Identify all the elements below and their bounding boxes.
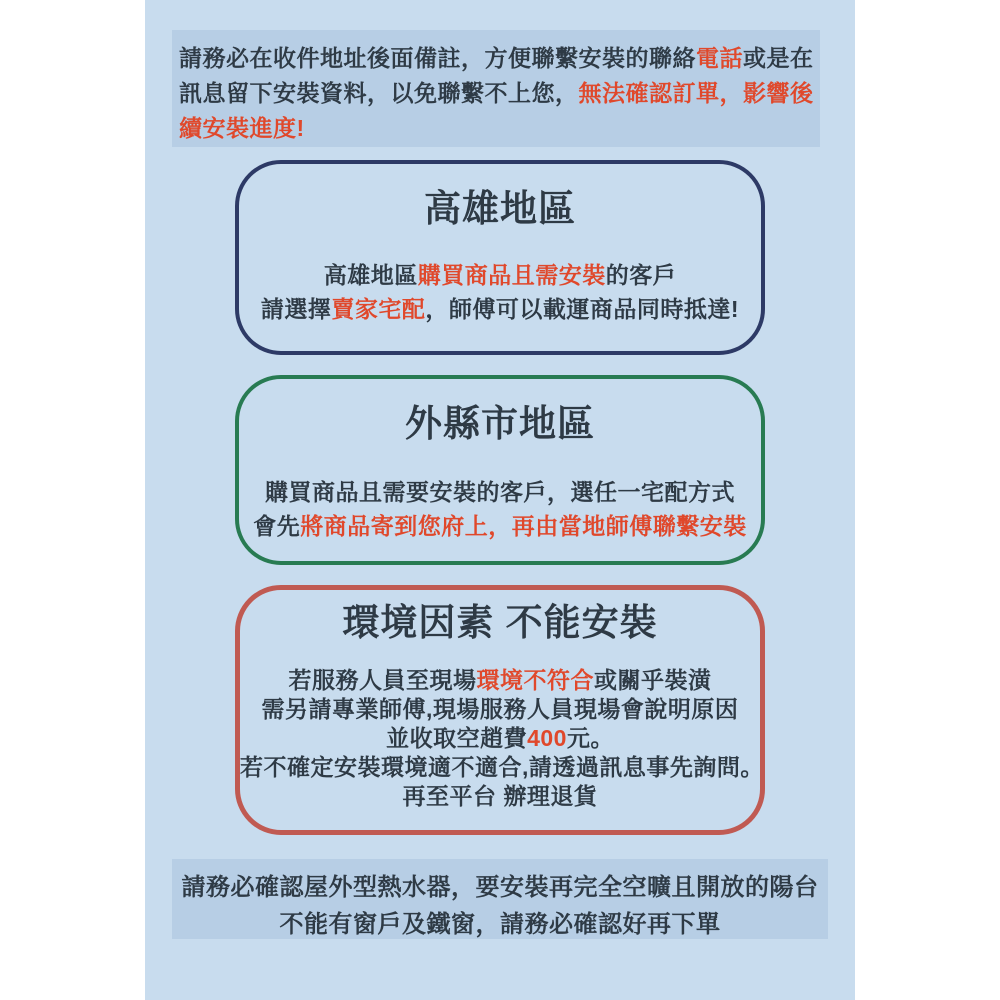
environment-body-line-3 (240, 724, 760, 753)
top-notice-line-3 (179, 111, 820, 146)
other-counties-body (239, 475, 761, 543)
environment-body-line-5 (240, 782, 760, 811)
other-counties-title: 外縣市地區 (405, 403, 595, 444)
kaohsiung-region-title: 高雄地區 (424, 188, 576, 229)
environment-factors-box (235, 585, 765, 835)
notice-text: 請選擇 (260, 296, 332, 322)
other-counties-box (235, 375, 765, 565)
environment-factors-title: 環境因素 不能安裝 (342, 602, 658, 643)
notice-highlight: 無法確認訂單，影響後 (578, 80, 814, 106)
notice-text: 高雄地區 (323, 262, 418, 288)
notice-text: 訊息留下安裝資料，以免聯繫不上您， (179, 80, 579, 106)
other-counties-body-line-1 (239, 475, 761, 509)
environment-factors-body (240, 666, 764, 811)
bottom-outdoor-heater-notice (172, 859, 828, 939)
notice-text: 或關乎裝潢 (594, 667, 712, 693)
notice-highlight: 賣家宅配 (331, 296, 426, 322)
notice-text: ，師傅可以載運商品同時抵達! (425, 296, 740, 322)
kaohsiung-body-line-1 (239, 258, 761, 292)
kaohsiung-region-box (235, 160, 765, 355)
notice-highlight: 電話 (696, 45, 743, 71)
bottom-notice-line-2: 不能有窗戶及鐵窗，請務必確認好再下單 (279, 911, 721, 938)
kaohsiung-body-line-2 (239, 292, 761, 326)
top-notice-line-2 (179, 76, 820, 111)
top-notice-line-1 (179, 41, 820, 76)
environment-body-line-4 (240, 753, 764, 782)
notice-text: 需另請專業師傅,現場服務人員現場會說明原因 (261, 696, 739, 722)
notice-highlight: 續安裝進度! (179, 115, 305, 141)
notice-highlight: 環境不符合 (476, 667, 594, 693)
notice-text: 元。 (566, 725, 614, 751)
kaohsiung-region-body (239, 258, 761, 326)
notice-text: 若不確定安裝環境適不適合,請透過訊息事先詢問。 (240, 754, 764, 780)
environment-body-line-2 (240, 695, 760, 724)
notice-highlight: 400 (527, 725, 567, 751)
other-counties-body-line-2 (239, 509, 761, 543)
notice-text: 的客戶 (605, 262, 677, 288)
notice-text: 購買商品且需要安裝的客戶，選任一宅配方式 (265, 479, 735, 505)
notice-text: 會先 (253, 513, 301, 539)
environment-body-line-1 (240, 666, 760, 695)
notice-text: 若服務人員至現場 (288, 667, 477, 693)
bottom-notice-line-1: 請務必確認屋外型熱水器，要安裝再完全空曠且開放的陽台 (181, 874, 819, 901)
notice-text: 再至平台 辦理退貨 (402, 783, 598, 809)
notice-text: 請務必在收件地址後面備註，方便聯繫安裝的聯絡 (179, 45, 696, 71)
notice-text: 或是在 (743, 45, 814, 71)
notice-highlight: 購買商品且需安裝 (417, 262, 606, 288)
blue-panel (145, 0, 855, 1000)
top-contact-notice (172, 30, 820, 147)
notice-text: 並收取空趙費 (386, 725, 528, 751)
notice-highlight: 將商品寄到您府上，再由當地師傅聯繫安裝 (300, 513, 747, 539)
